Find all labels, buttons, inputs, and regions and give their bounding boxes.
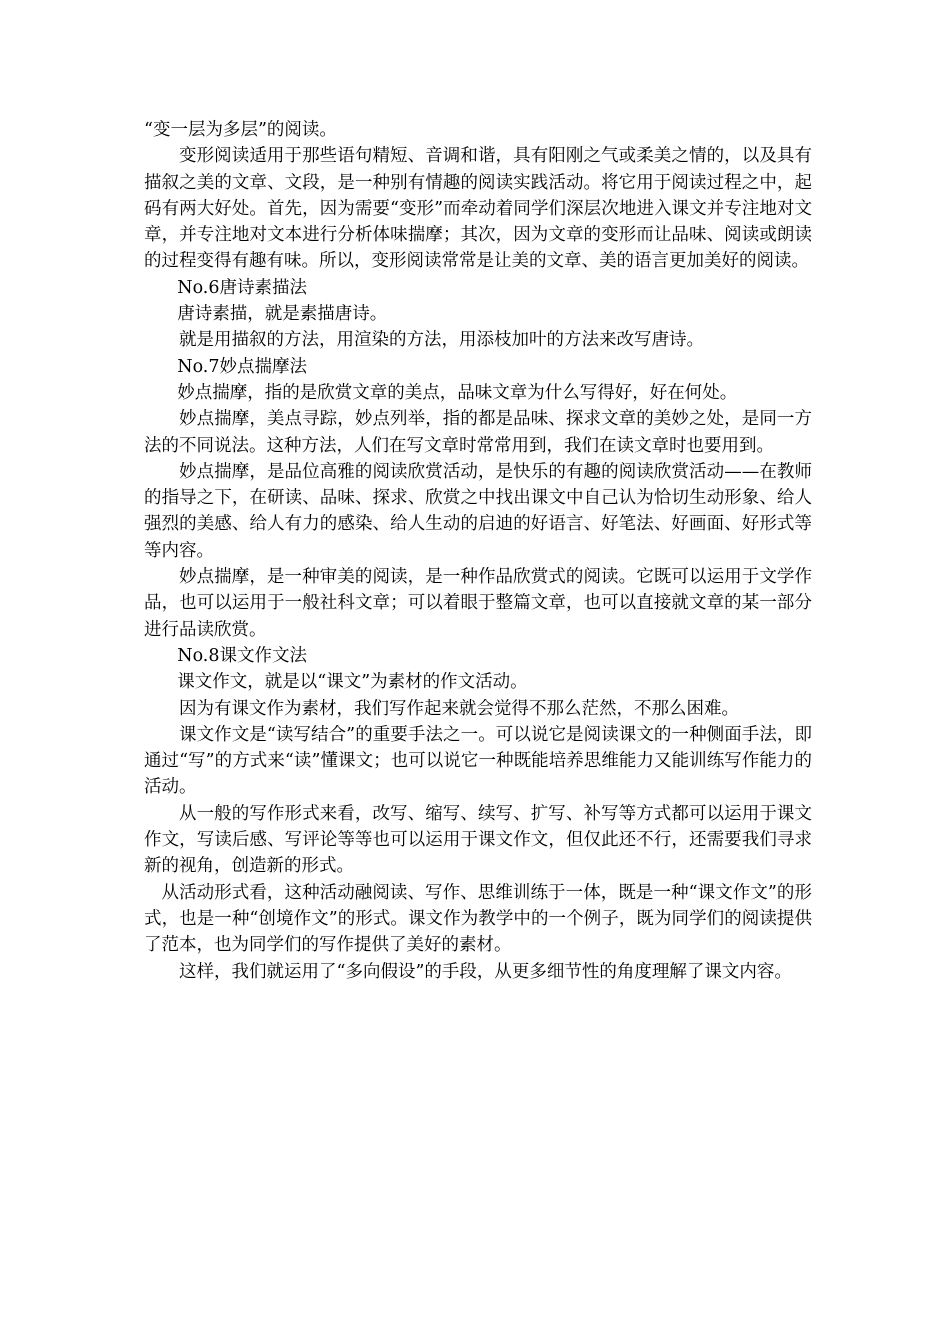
section-heading: No.8课文作文法 [177, 645, 307, 666]
section-heading: No.6唐诗素描法 [177, 277, 307, 298]
paragraph: 课文作文，就是以“课文”为素材的作文活动。 [177, 672, 528, 693]
paragraph: 变形阅读适用于那些语句精短、音调和谐，具有阳刚之气或柔美之情的，以及具有描叙之美的文章、文段，是一种别有情趣的阅读实践活动。将它用于阅读过程之中，起码有两大好处。首先，因为需要“变形”而牵动着同学们深层次地进入课文并专注地对文章，并专注地对文本进行分析体味揣摩；其次，因为文章的变形而让品味、阅读或朗读的过程变得有趣有味。所以，变形阅读常常是让美的文章、美的语言更加美好的阅读。 [144, 146, 812, 272]
paragraph: “变一层为多层”的阅读。 [144, 120, 337, 140]
paragraph: 妙点揣摩，美点寻踪，妙点列举，指的都是品味、探求文章的美妙之处，是同一方法的不同说法。这种方法，人们在写文章时常常用到，我们在读文章时也要用到。 [144, 409, 812, 456]
paragraph: 妙点揣摩，是品位高雅的阅读欣赏活动，是快乐的有趣的阅读欣赏活动——在教师的指导之下，在研读、品味、探求、欣赏之中找出课文中自己认为恰切生动形象、给人强烈的美感、给人有力的感染、给人生动的启迪的好语言、好笔法、好画面、好形式等等内容。 [144, 461, 812, 561]
paragraph: 妙点揣摩，指的是欣赏文章的美点，品味文章为什么写得好，好在何处。 [177, 382, 738, 403]
paragraph: 从活动形式看，这种活动融阅读、写作、思维训练于一体，既是一种“课文作文”的形式，也是一种“创境作文”的形式。课文作为教学中的一个例子，既为同学们的阅读提供了范本，也为同学们的写作提供了美好的素材。 [144, 882, 812, 956]
paragraph: 就是用描叙的方法，用渲染的方法，用添枝加叶的方法来改写唐诗。 [179, 330, 704, 351]
paragraph: 因为有课文作为素材，我们写作起来就会觉得不那么茫然，不那么困难。 [179, 698, 739, 719]
document-body [144, 117, 812, 985]
paragraph: 妙点揣摩，是一种审美的阅读，是一种作品欣赏式的阅读。它既可以运用于文学作品，也可以运用于一般社科文章；可以着眼于整篇文章，也可以直接就文章的某一部分进行品读欣赏。 [144, 567, 812, 640]
paragraph: 从一般的写作形式来看，改写、缩写、续写、扩写、补写等方式都可以运用于课文作文，写读后感、写评论等等也可以运用于课文作文，但仅此还不行，还需要我们寻求新的视角，创造新的形式。 [144, 803, 812, 877]
paragraph: 这样，我们就运用了“多向假设”的手段，从更多细节性的角度理解了课文内容。 [179, 961, 792, 982]
paragraph: 唐诗素描，就是素描唐诗。 [177, 304, 388, 325]
section-heading: No.7妙点揣摩法 [177, 356, 307, 377]
paragraph: 课文作文是“读写结合”的重要手法之一。可以说它是阅读课文的一种侧面手法，即通过“写”的方式来“读”懂课文；也可以说它一种既能培养思维能力又能训练写作能力的活动。 [144, 724, 812, 798]
